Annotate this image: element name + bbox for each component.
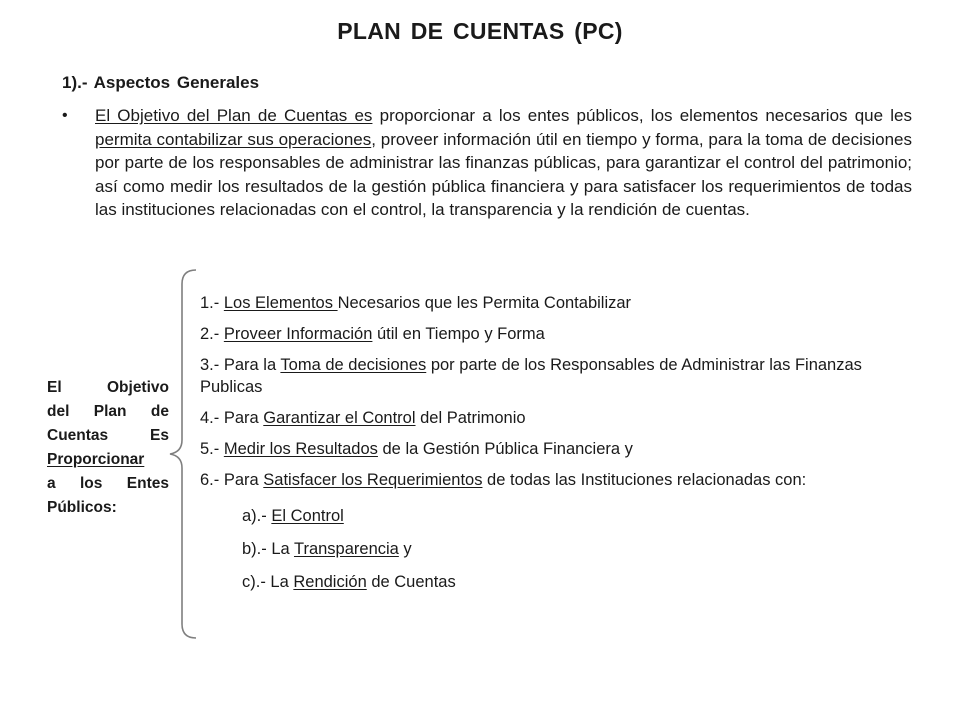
side-label-line: del Plan de <box>47 403 169 420</box>
side-label-line: a los Entes <box>47 475 169 492</box>
side-label-line: El Objetivo <box>47 379 169 396</box>
side-label <box>47 376 169 520</box>
side-label-underlined: Proporcionar <box>47 451 145 468</box>
paragraph-segment: proporcionar a los entes públicos, los elementos necesarios que les <box>372 106 912 125</box>
list-item: 6.- Para Satisfacer los Requerimientos de todas las Instituciones relacionadas con: <box>200 471 807 489</box>
list-item-key-phrase: Toma de decisiones <box>280 356 427 374</box>
paragraph-underlined-phrase: permita contabilizar sus operaciones <box>95 129 372 149</box>
section-heading: 1).- Aspectos Generales <box>62 73 260 92</box>
curly-brace-icon <box>166 268 200 640</box>
list-item-key-phrase: Proveer Información <box>223 325 373 343</box>
list-item: 2.- Proveer Información útil en Tiempo y Forma <box>200 325 545 343</box>
page-title: PLAN DE CUENTAS (PC) <box>337 18 623 44</box>
sub-list-item-key-phrase: Transparencia <box>293 540 399 558</box>
side-label-line <box>47 448 169 472</box>
objectives-list <box>200 292 900 604</box>
side-label-line: Públicos: <box>47 499 117 516</box>
list-item-key-phrase: Los Elementos <box>223 294 338 312</box>
list-item-key-phrase: Medir los Resultados <box>223 440 378 458</box>
sub-list-item: c).- La Rendición de Cuentas <box>242 573 456 591</box>
objective-paragraph <box>62 104 912 222</box>
sub-list-item: b).- La Transparencia y <box>242 540 412 558</box>
paragraph-underlined-subject: El Objetivo del Plan de Cuentas es <box>95 106 373 125</box>
sub-list-item: a).- El Control <box>242 507 344 525</box>
list-item: 1.- Los Elementos Necesarios que les Permita Contabilizar <box>200 294 632 312</box>
paragraph-segment: , proveer información útil en tiempo y forma, para la toma de decisiones por parte de los responsables de administrar las finanzas públicas, para garantizar el control del patrimonio; así como medir los resultados de la gestión pública financiera y para satisfacer los requerimientos de todas las instituciones relacionadas con el control, la transparencia y la rendición de cuentas. <box>95 129 913 220</box>
list-item-key-phrase: Satisfacer los Requerimientos <box>263 471 483 489</box>
list-item: 4.- Para Garantizar el Control del Patrimonio <box>200 409 526 427</box>
paragraph-text <box>95 104 912 222</box>
list-item: 3.- Para la Toma de decisiones por parte de los Responsables de Administrar las Finanzas Publicas <box>200 356 862 396</box>
sub-list-item-key-phrase: Rendición <box>293 573 367 591</box>
bullet-icon: • <box>62 107 68 124</box>
sub-list-item-key-phrase: El Control <box>271 507 344 525</box>
list-item-key-phrase: Garantizar el Control <box>263 409 416 427</box>
side-label-line: Cuentas Es <box>47 427 169 444</box>
list-item: 5.- Medir los Resultados de la Gestión Pública Financiera y <box>200 440 633 458</box>
